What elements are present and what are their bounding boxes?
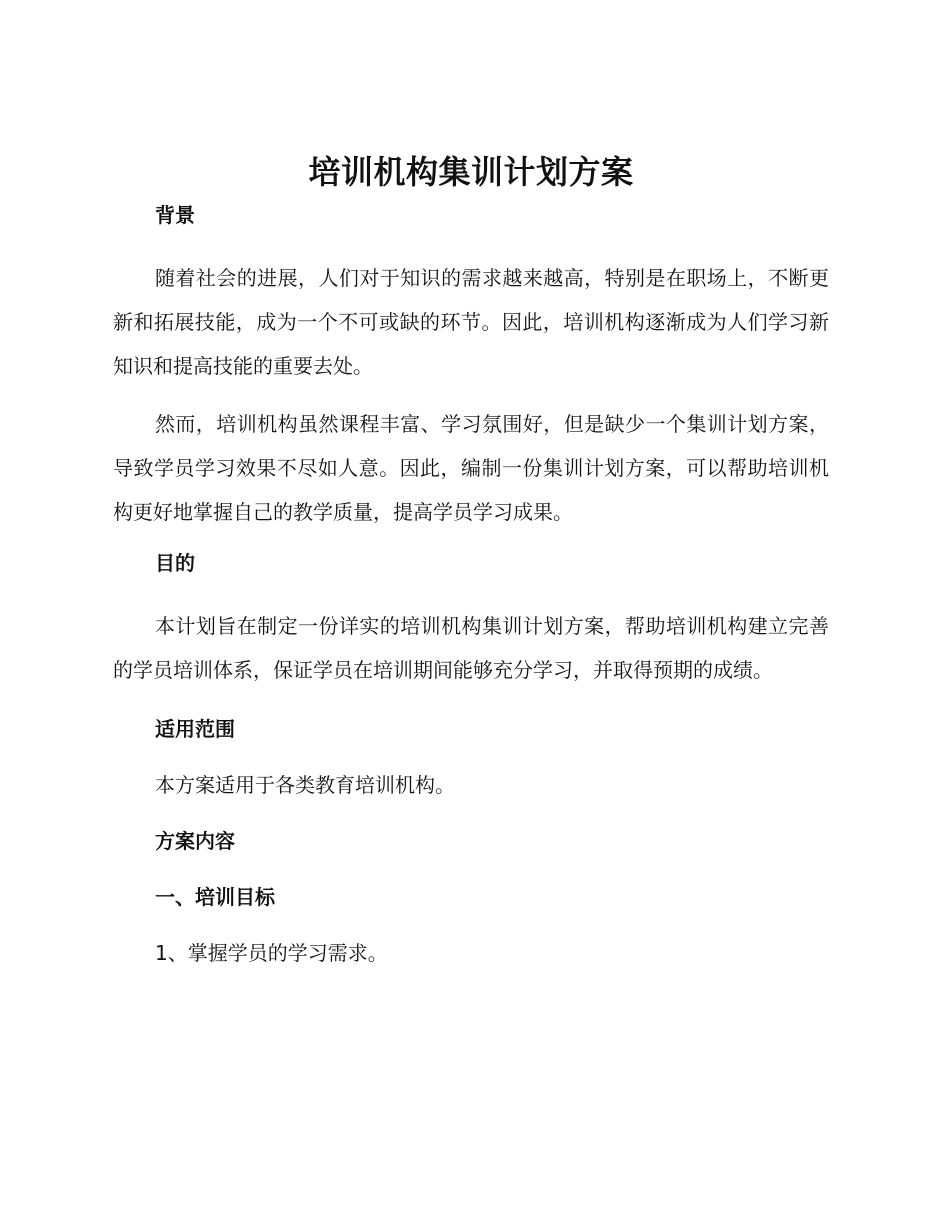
document-page [113, 150, 829, 994]
background-paragraph-1: 随着社会的进展，人们对于知识的需求越来越高，特别是在职场上，不断更新和拓展技能，成为一个不可或缺的环节。因此，培训机构逐渐成为人们学习新知识和提高技能的重要去处。 [113, 266, 829, 378]
purpose-paragraph: 本计划旨在制定一份详实的培训机构集训计划方案，帮助培训机构建立完善的学员培训体系，保证学员在培训期间能够充分学习，并取得预期的成绩。 [113, 614, 829, 682]
section-heading-background: 背景 [155, 203, 195, 227]
subsection-heading-goal: 一、培训目标 [155, 885, 275, 909]
section-heading-scope: 适用范围 [155, 717, 235, 741]
background-paragraph-2: 然而，培训机构虽然课程丰富、学习氛围好，但是缺少一个集训计划方案，导致学员学习效果不尽如人意。因此，编制一份集训计划方案，可以帮助培训机构更好地掌握自己的教学质量，提高学员学习成果。 [113, 412, 829, 524]
section-heading-content: 方案内容 [155, 829, 235, 853]
section-heading-purpose: 目的 [155, 551, 195, 575]
document-title: 培训机构集训计划方案 [308, 153, 634, 191]
goal-list-item: 1、掌握学员的学习需求。 [155, 941, 388, 965]
scope-paragraph: 本方案适用于各类教育培训机构。 [155, 773, 455, 797]
